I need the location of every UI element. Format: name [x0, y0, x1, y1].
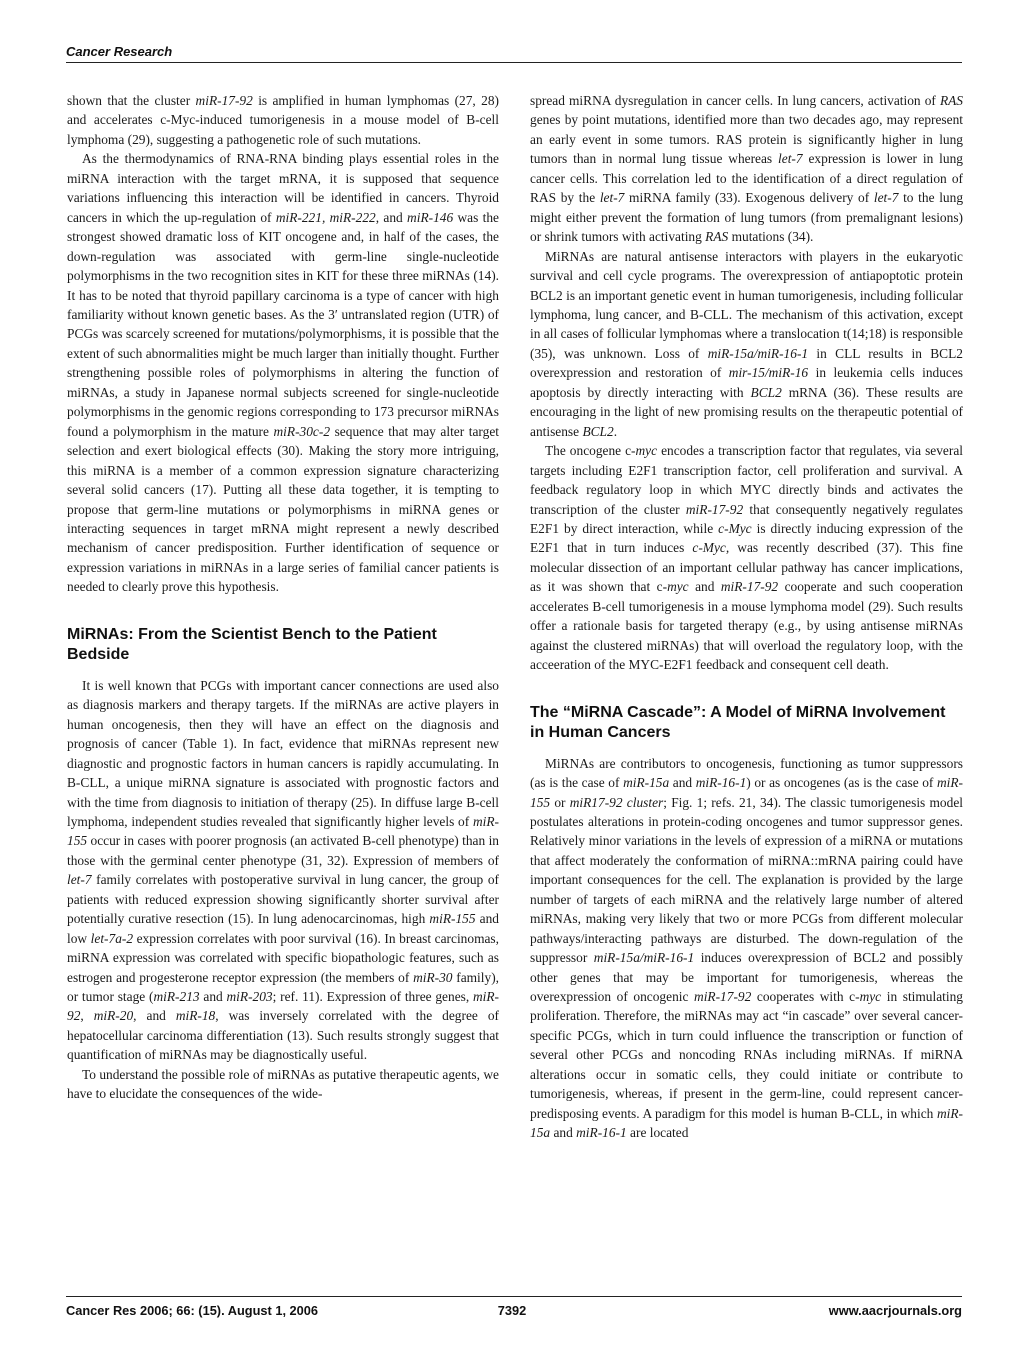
paragraph: The oncogene c-myc encodes a transcription factor that regulates, via several targets including E2F1 transcription factor, cell proliferation and survival. A feedback regulatory loop in which MYC directly binds and activates the transcription of the cluster miR-17-92 that consequently negatively regulates E2F1 by direct interaction, while c-Myc is directly inducing expression of the E2F1 that in turn induces c-Myc, was recently described (37). This fine molecular dissection of an important cellular pathway has cancer implications, as it was shown that c-myc and miR-17-92 cooperate and such cooperation accelerates B-cell tumorigenesis in a mouse lymphoma model (29). Such results offer a rationale basis for targeted therapy (e.g., by using antisense miRNAs against the clustered miRNAs) that will overload the regulatory loop, with the acceeration of the MYC-E2F1 feedback and consequent cell death. — [530, 443, 964, 673]
paragraph: It is well known that PCGs with important cancer connections are used also as diagnosis markers and therapy targets. If the miRNAs are active players in human oncogenesis, then they will have an effect on the diagnosis and prognosis of cancer (Table 1). In fact, evidence that miRNAs represent new diagnostic and prognostic factors in human cancers is rapidly accumulating. In B-CLL, a unique miRNA signature is associated with prognostic factors and with the time from diagnosis to initiation of therapy (25). In diffuse large B-cell lymphoma, independent studies revealed that significantly higher levels of miR-155 occur in cases with poorer prognosis (an activated B-cell phenotype) than in those with the germinal center phenotype (31, 32). Expression of members of let-7 family correlates with postoperative survival in lung cancer, the group of patients with reduced expression showing significantly shorter survival after potentially curative resection (15). In lung adenocarcinomas, high miR-155 and low let-7a-2 expression correlates with poor survival (16). In breast carcinomas, miRNA expression was correlated with specific biopathologic features, such as estrogen and progesterone receptor expression (the members of miR-30 family), or tumor stage (miR-213 and miR-203; ref. 11). Expression of three genes, miR-92, miR-20, and miR-18, was inversely correlated with the degree of hepatocellular carcinoma differentiation (13). Such results strongly suggest that quantification of miRNAs may be diagnostically useful. — [67, 677, 500, 1063]
top-rule — [66, 62, 962, 63]
page-number: 7392 — [497, 1303, 527, 1318]
bottom-rule — [66, 1296, 962, 1297]
paragraph: As the thermodynamics of RNA-RNA binding plays essential roles in the miRNA interaction with the target mRNA, it is supposed that sequence variations influencing this interaction will be identified in cancers. Thyroid cancers in which the up-regulation of miR-221, miR-222, and miR-146 was the strongest showed dramatic loss of KIT oncogene and, in half of the cases, the down-regulation was associated with germ-line single-nucleotide polymorphisms in the two recognition sites in KIT for these three miRNAs (14). It has to be noted that thyroid papillary carcinoma is a type of cancer with high familiarity without known genetic bases. As the 3′ untranslated region (UTR) of PCGs was scarcely screened for mutations/polymorphisms, it is possible that the extent of such abnormalities might be much larger than initially thought. Further strengthening possible roles of polymorphisms in altering the function of miRNAs, a study in Japanese normal subjects screened for single-nucleotide polymorphisms in the genomic regions corresponding to 173 precursor miRNAs found a polymorphism in the mature miR-30c-2 sequence that may alter target selection and exert biological effects (30). Making the story more intriguing, this miRNA is a member of a common expression signature characterizing several solid cancers (17). Putting all these data together, it is tempting to propose that germ-line mutations or polymorphisms in miRNA genes or interacting sequences in target mRNA might represent a newly described mechanism of cancer predisposition. Further identification of sequence or expression variations in miRNAs in a large series of familial cancer patients is needed to clearly prove this hypothesis. — [67, 151, 499, 595]
section-heading: MiRNAs: From the Scientist Bench to the Patient Bedside — [67, 625, 437, 664]
paragraph: shown that the cluster miR-17-92 is amplified in human lymphomas (27, 28) and accelerates c-Myc-induced tumorigenesis in a mouse model of B-cell lymphoma (29), suggesting a pathogenetic role of such mutations. — [67, 93, 499, 147]
footer-citation: Cancer Res 2006; 66: (15). August 1, 2006 — [66, 1303, 319, 1318]
paragraph: MiRNAs are natural antisense interactors with players in the eukaryotic survival and cell cycle programs. The overexpression of antiapoptotic protein BCL2 is an important genetic event in human tumorigenesis, including follicular lymphoma, lung cancer, and B-CLL. The mechanism of this activation, except in all cases of follicular lymphomas where a translocation t(14;18) is responsible (35), was unknown. Loss of miR-15a/miR-16-1 in CLL results in BCL2 overexpression and restoration of mir-15/miR-16 in leukemia cells induces apoptosis by directly interacting with BCL2 mRNA (36). These results are encouraging in the light of new promising results on the therapeutic potential of antisense BCL2. — [530, 248, 963, 439]
right-column — [530, 91, 963, 1143]
paragraph: MiRNAs are contributors to oncogenesis, functioning as tumor suppressors (as is the case of miR-15a and miR-16-1) or as oncogenes (as is the case of miR-155 or miR17-92 cluster; Fig. 1; refs. 21, 34). The classic tumorigenesis model postulates alterations in protein-coding oncogenes and tumor suppressor genes. Relatively minor variations in the levels of expression of a miRNA or mutations that affect moderately the conformation of miRNA::mRNA pairing could have important consequences for the cell. The explanation is provided by the large number of targets of each miRNA and the relatively large number of altered miRNAs, making very likely that two or more PCGs from different molecular pathways/interacting pathways are disturbed. The down-regulation of the suppressor miR-15a/miR-16-1 induces overexpression of BCL2 and possibly other genes that may be important for tumorigenesis, whereas the overexpression of oncogenic miR-17-92 cooperates with c-myc in stimulating proliferation. Therefore, the miRNAs may act “in cascade” over several cancer-specific PCGs, which in turn could influence the transcription or function of several other PCGs and noncoding RNAs including miRNAs. If miRNA alterations occur in somatic cells, they could initiate or contribute to tumorigenesis, whereas, if present in the germ-line, could represent cancer-predisposing events. A paradigm for this model is human B-CLL, in which miR-15a and miR-16-1 are located — [530, 755, 964, 1141]
running-head: Cancer Research — [66, 44, 173, 59]
paragraph: To understand the possible role of miRNAs as putative therapeutic agents, we have to elucidate the consequences of the wide- — [67, 1066, 499, 1102]
section-heading: The “MiRNA Cascade”: A Model of MiRNA Involvement in Human Cancers — [530, 703, 946, 742]
footer-website: www.aacrjournals.org — [828, 1303, 962, 1318]
left-column — [67, 91, 499, 1104]
paragraph: spread miRNA dysregulation in cancer cells. In lung cancers, activation of RAS genes by point mutations, identified more than two decades ago, may represent an early event in some tumors. RAS protein is significantly higher in lung tumors than in normal lung tissue whereas let-7 expression is lower in lung cancer cells. This correlation led to the identification of a direct regulation of RAS by the let-7 miRNA family (33). Exogenous delivery of let-7 to the lung might either prevent the formation of lung tumors (from premalignant lesions) or shrink tumors with activating RAS mutations (34). — [530, 93, 964, 245]
